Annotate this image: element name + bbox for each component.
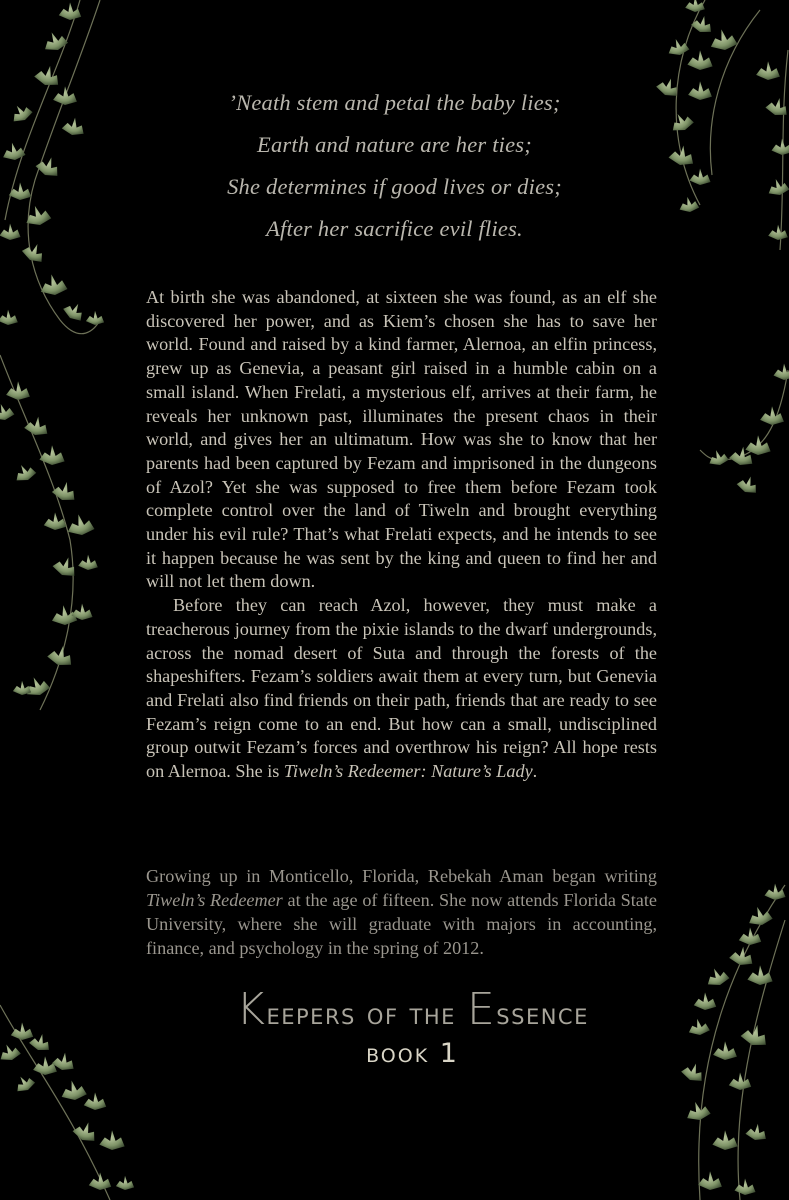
- vine-mid-left: [0, 355, 73, 710]
- epigraph-poem: [0, 82, 789, 250]
- vine-mid-left-leaves: [0, 381, 98, 699]
- poem-line: ’Neath stem and petal the baby lies;: [228, 90, 561, 115]
- author-bio: [146, 864, 657, 960]
- book-blurb: [146, 286, 657, 784]
- series-title-part-1: eepers of the: [266, 997, 467, 1032]
- bio-text-before: Growing up in Monticello, Florida, Rebekah Aman began writing: [146, 866, 657, 886]
- author-bio-paragraph: [146, 864, 657, 960]
- series-title-initial-e: E: [466, 984, 497, 1035]
- blurb-paragraph-2: [146, 594, 657, 784]
- bio-book-title: Tiweln’s Redeemer: [146, 890, 283, 910]
- vine-mid-right: [700, 370, 788, 460]
- series-banner: [150, 984, 675, 1071]
- series-title-initial-k: K: [236, 984, 267, 1035]
- blurb-paragraph-1: At birth she was abandoned, at sixteen she was found, as an elf she discovered her power, and as Kiem’s chosen she has to save her world. Found and raised by a kind farmer, Alernoa, an elfin princess, grew up as Genevia, a peasant girl raised in a humble cabin on a small island. When Frelati, a mysterious elf, arrives at their farm, he reveals her unknown past, illuminates the present chaos in their world, and gives her an ultimatum. How was she to know that her parents had been captured by Fezam and imprisoned in the dungeons of Azol? Yet she was supposed to free them before Fezam took complete control over the land of Tiweln and brought everything under his evil rule? That’s what Frelati expects, and he intends to see it happen because he was sent by the king and queen to find her and will not let them down.: [146, 287, 657, 592]
- vine-bottom-left: [0, 1005, 110, 1200]
- vine-bottom-right: [699, 885, 785, 1200]
- poem-line: Earth and nature are her ties;: [257, 132, 532, 157]
- vine-mid-right-leaves: [707, 364, 789, 496]
- series-title: [150, 984, 675, 1035]
- blurb-paragraph-2-text: Before they can reach Azol, however, they must make a treacherous journey from the pixie islands to the dwarf undergrounds, across the nomad desert of Suta and through the forests of the shapeshifters. Fezam’s soldiers await them at every turn, but Genevia and Frelati also find friends on their path, friends that are ready to see Fezam’s reign come to an end. But how can a small, undisciplined group outwit Fezam’s forces and overthrow his reign? All hope rests on Alernoa. She is: [146, 595, 657, 782]
- vine-bottom-right-leaves: [679, 884, 785, 1196]
- blurb-paragraph-2-end: .: [532, 761, 538, 782]
- poem-line: After her sacrifice evil flies.: [266, 216, 523, 241]
- series-title-part-2: ssence: [496, 997, 589, 1032]
- vine-bottom-left-leaves: [0, 1022, 134, 1190]
- book-title-full: Tiweln’s Redeemer: Nature’s Lady: [283, 761, 533, 782]
- series-book-number: book 1: [366, 1038, 459, 1069]
- poem-line: She determines if good lives or dies;: [227, 174, 562, 199]
- bio-text-after: at the age of fifteen. She now attends Florida State University, where she will graduate with majors in accounting, finance, and psychology in the spring of 2012.: [146, 890, 657, 958]
